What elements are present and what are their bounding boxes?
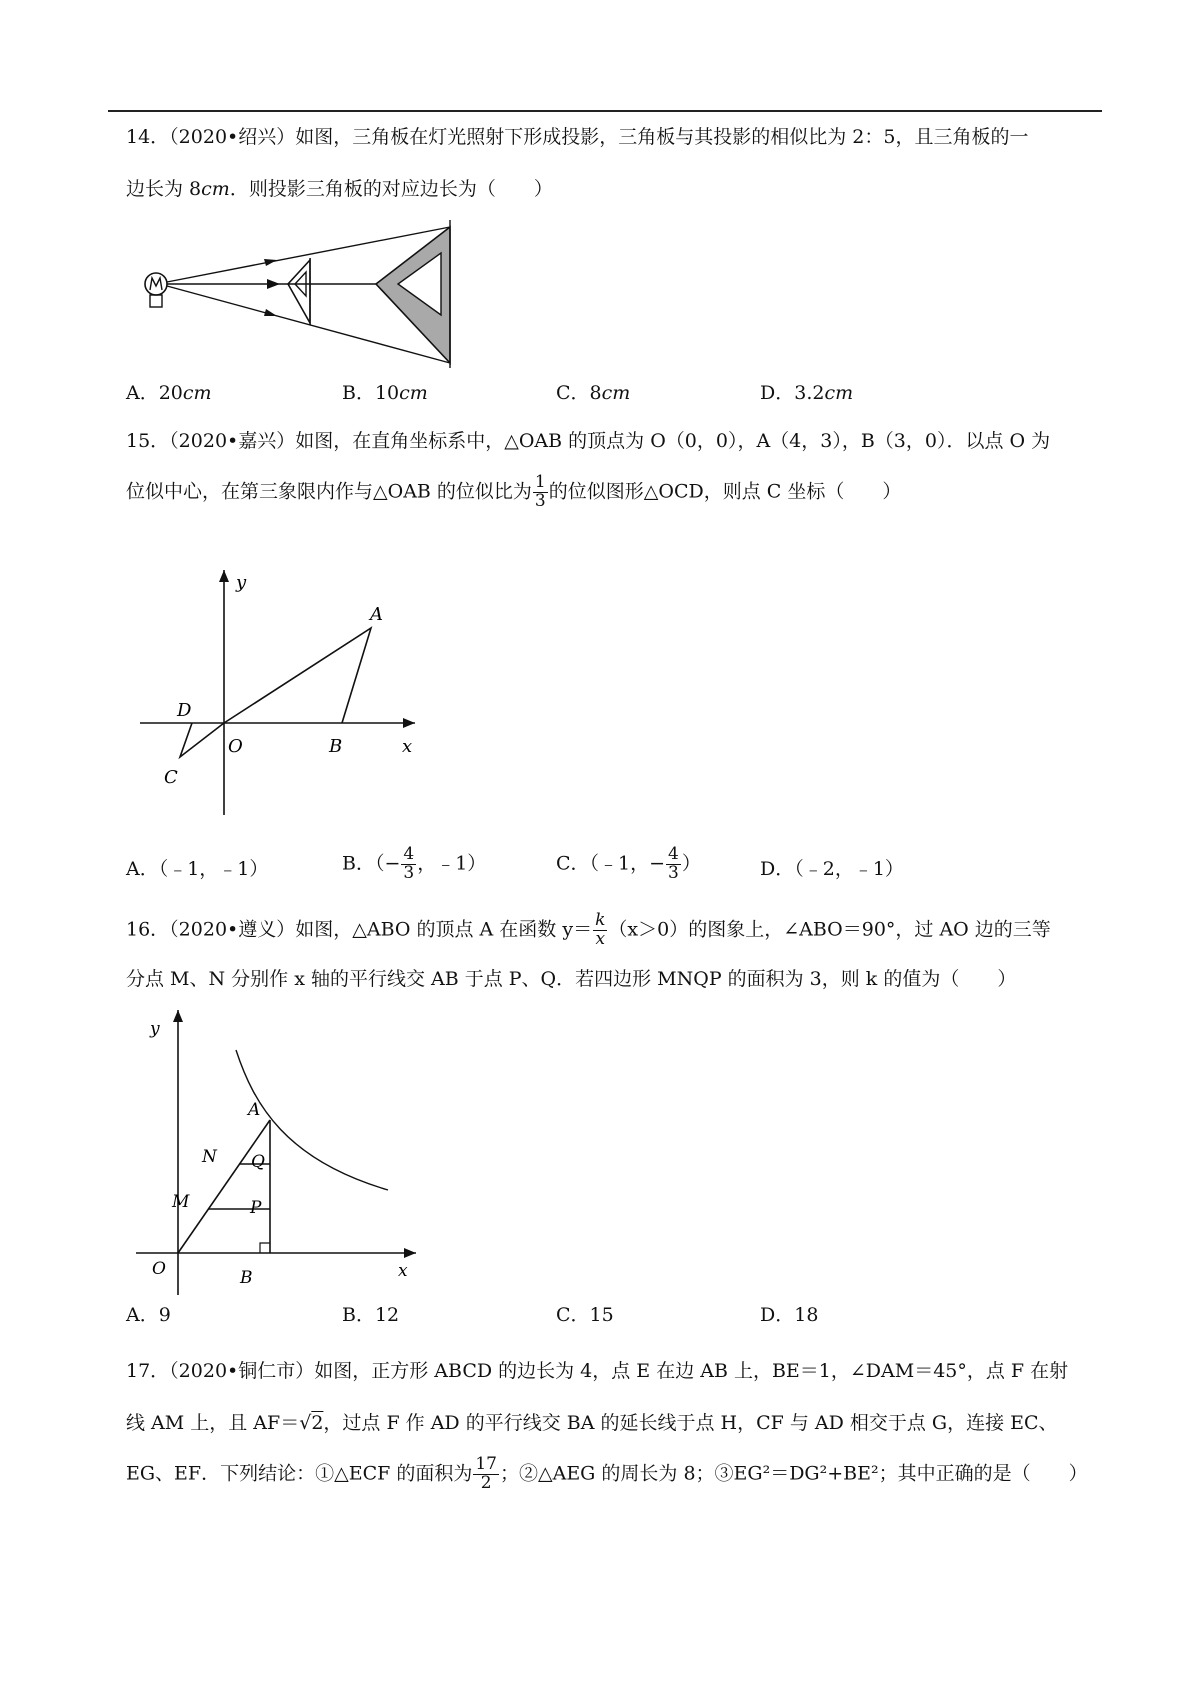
point-label-o: O [228, 736, 243, 757]
fraction-one-third: $\frac{1}{3}$ [534, 472, 546, 511]
q16-line1: 16．（2020•遵义）如图，△ABO 的顶点 A 在函数 y＝ $\frac{k}{x}$ （x＞0）的图象上，∠ABO＝90°，过 AO 边的三等 [126, 910, 1051, 949]
fraction-k-over-x: $\frac{k}{x}$ [595, 910, 606, 949]
point-label-b: B [240, 1268, 253, 1288]
q14-option-c: C．8cm [556, 382, 631, 404]
q14-option-d: D．3.2cm [760, 382, 854, 404]
q17-line1: 17．（2020•铜仁市）如图，正方形 ABCD 的边长为 4，点 E 在边 AB 上，BE＝1，∠DAM＝45°，点 F 在射 [126, 1360, 1069, 1382]
q14-line1: 14．（2020•绍兴）如图，三角板在灯光照射下形成投影，三角板与其投影的相似比为 2：5，且三角板的一 [126, 126, 1029, 148]
point-label-m: M [172, 1192, 190, 1212]
q16-option-a: A．9 [126, 1304, 171, 1326]
q14-projection-figure [140, 220, 460, 400]
q17-line3: EG、EF．下列结论：①△ECF 的面积为 $\frac{17}{2}$ ；②△AEG 的周长为 8；③EG²＝DG²+BE²；其中正确的是（ ） [126, 1454, 1088, 1493]
q15-option-c: C．（﹣1，− $\frac{4}{3}$ ） [556, 844, 701, 883]
q16-option-d: D．18 [760, 1304, 819, 1326]
point-label-n: N [202, 1147, 217, 1167]
q16-line2: 分点 M、N 分别作 x 轴的平行线交 AB 于点 P、Q．若四边形 MNQP 的面积为 3，则 k 的值为（ ） [126, 968, 1017, 990]
q16-option-c: C．15 [556, 1304, 614, 1326]
q16-option-b: B．12 [342, 1304, 400, 1326]
point-label-a: A [370, 604, 383, 625]
q15-line1: 15．（2020•嘉兴）如图，在直角坐标系中，△OAB 的顶点为 O（0，0），A（4，3），B（3，0）．以点 O 为 [126, 430, 1051, 452]
q14-option-b: B．10cm [342, 382, 428, 404]
point-label-q: Q [251, 1152, 265, 1172]
header-rule [108, 110, 1102, 112]
point-label-b: B [329, 736, 343, 757]
axis-label-y: y [236, 572, 247, 593]
point-label-o: O [152, 1259, 166, 1279]
q15-option-a: A．（﹣1，﹣1） [126, 858, 269, 880]
q14-line2: 边长为 8cm．则投影三角板的对应边长为（ ） [126, 178, 553, 200]
q15-line2: 位似中心，在第三象限内作与△OAB 的位似比为 $\frac{1}{3}$ 的位似图形△OCD，则点 C 坐标（ ） [126, 472, 902, 511]
q15-option-b: B．（− $\frac{4}{3}$ ，﹣1） [342, 844, 487, 883]
q17-line2: 线 AM 上，且 AF＝√2，过点 F 作 AD 的平行线交 BA 的延长线于点 H，CF 与 AD 相交于点 G，连接 EC、 [126, 1412, 1058, 1434]
point-label-a: A [248, 1100, 261, 1120]
fraction-seventeen-halves: $\frac{17}{2}$ [475, 1454, 497, 1493]
q15-coordinate-figure [140, 570, 430, 820]
q15-option-d: D．（﹣2，﹣1） [760, 858, 904, 880]
point-label-d: D [177, 700, 192, 721]
point-label-p: P [250, 1198, 262, 1218]
point-label-c: C [164, 767, 178, 788]
axis-label-x: x [398, 1261, 408, 1281]
axis-label-x: x [402, 736, 413, 757]
axis-label-y: y [150, 1019, 160, 1039]
q16-hyperbola-figure [136, 1010, 426, 1300]
sqrt-sign: √ [299, 1412, 312, 1434]
q14-option-a: A．20cm [126, 382, 212, 404]
